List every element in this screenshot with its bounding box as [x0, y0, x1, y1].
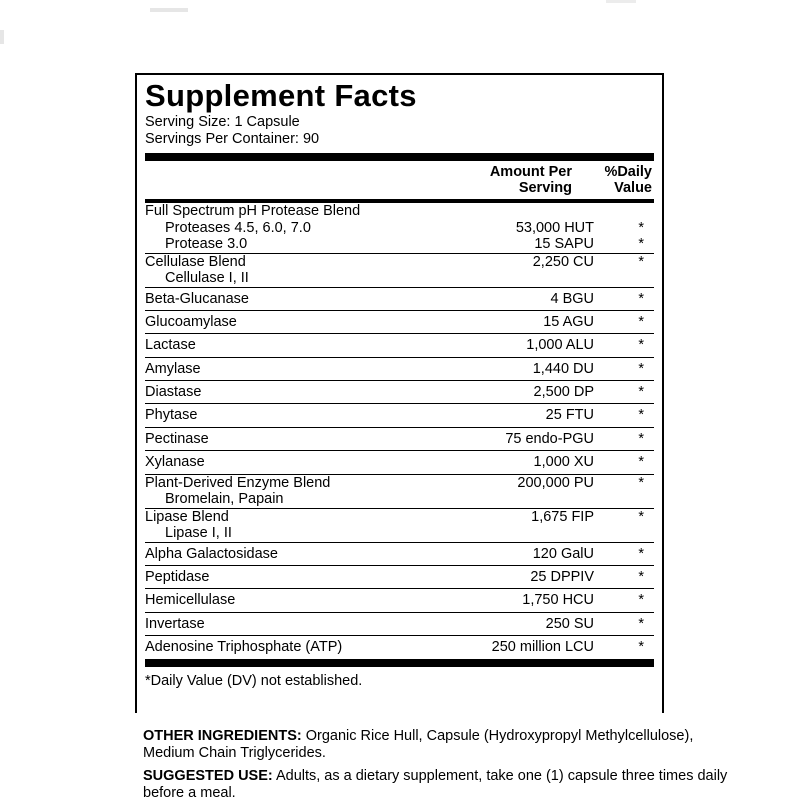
header-line: %Daily: [604, 164, 652, 180]
header-line: Amount Per: [489, 164, 572, 180]
ingredient-amount: 25 FTU: [545, 407, 594, 424]
panel-title: Supplement Facts: [145, 78, 417, 113]
ingredient-amount-cell: [444, 288, 594, 310]
daily-value: [594, 525, 644, 542]
ingredient-row: [145, 311, 654, 334]
daily-value: [594, 270, 644, 287]
suggested-use-text: Adults, as a dietary supplement, take one (1) capsule three times daily before a meal.: [143, 768, 728, 801]
daily-value-cell: [594, 566, 654, 588]
daily-value: *: [638, 454, 644, 471]
daily-value-cell: [594, 636, 654, 658]
ingredient-name: Invertase: [145, 615, 205, 632]
daily-value-cell: [594, 543, 654, 565]
daily-value-header: [572, 164, 654, 196]
daily-value: *: [638, 474, 644, 491]
ingredient-amount-cell: [444, 566, 594, 588]
ingredient-row: [145, 334, 654, 357]
ingredient-name-cell: [145, 334, 444, 356]
ingredient-row: [145, 203, 654, 254]
ingredient-name: Beta-Glucanase: [145, 290, 249, 307]
ingredient-name: Lipase I, II: [165, 525, 232, 542]
daily-value-cell: [594, 613, 654, 635]
ingredient-amount-cell: [444, 254, 594, 287]
ingredient-amount: 1,750 HCU: [522, 592, 594, 609]
daily-value: *: [638, 290, 644, 307]
ingredient-name-cell: [145, 589, 444, 611]
faint-mark: [606, 0, 636, 3]
ingredient-name-cell: [145, 288, 444, 310]
ingredient-row: [145, 509, 654, 543]
daily-value: *: [638, 592, 644, 609]
ingredient-row: [145, 358, 654, 381]
ingredient-name-cell: [145, 404, 444, 426]
ingredient-row: [145, 475, 654, 509]
daily-value: *: [638, 639, 644, 656]
ingredient-amount-cell: [444, 311, 594, 333]
daily-value-cell: [594, 589, 654, 611]
ingredient-amount: 15 AGU: [543, 313, 594, 330]
daily-value: *: [638, 360, 644, 377]
ingredient-amount-cell: [444, 404, 594, 426]
ingredient-row: [145, 589, 654, 612]
ingredient-amount: [444, 491, 594, 508]
ingredient-amount-cell: [444, 381, 594, 403]
faint-mark: [0, 30, 4, 44]
suggested-use-label: SUGGESTED USE:: [143, 768, 273, 784]
ingredient-amount-cell: [444, 334, 594, 356]
daily-value: *: [638, 313, 644, 330]
daily-value-cell: [594, 288, 654, 310]
ingredient-name-cell: [145, 428, 444, 450]
ingredient-amount: 2,500 DP: [533, 384, 594, 401]
daily-value: *: [638, 337, 644, 354]
daily-value: *: [638, 615, 644, 632]
daily-value-cell: [594, 254, 654, 287]
daily-value: *: [638, 253, 644, 270]
faint-mark: [150, 8, 188, 12]
ingredient-name: Alpha Galactosidase: [145, 545, 278, 562]
ingredient-name: Full Spectrum pH Protease Blend: [145, 203, 361, 219]
ingredient-name-cell: [145, 636, 444, 658]
divider-thick: [145, 659, 654, 667]
ingredient-amount: 4 BGU: [550, 290, 594, 307]
divider-thick: [145, 153, 654, 161]
suggested-use: [143, 768, 730, 802]
serving-size: Serving Size: 1 Capsule: [145, 114, 300, 130]
ingredient-amount: 2,250 CU: [532, 253, 594, 270]
ingredient-name: Lipase Blend: [145, 508, 229, 525]
ingredient-name: Cellulase Blend: [145, 253, 246, 270]
ingredient-amount: 75 endo-PGU: [505, 430, 594, 447]
ingredient-name-cell: [145, 358, 444, 380]
daily-value: *: [638, 545, 644, 562]
daily-value-cell: [594, 475, 654, 508]
ingredient-name-cell: [145, 254, 444, 287]
ingredient-amount: 1,675 FIP: [531, 508, 594, 525]
ingredient-amount: 25 DPPIV: [530, 569, 594, 586]
servings-per-container: Servings Per Container: 90: [145, 131, 320, 147]
ingredient-amount-cell: [444, 428, 594, 450]
ingredient-row: [145, 566, 654, 589]
ingredient-amount: 15 SAPU: [534, 236, 594, 252]
ingredient-amount: 1,000 XU: [533, 454, 594, 471]
ingredient-name: Xylanase: [145, 454, 205, 471]
ingredient-name-cell: [145, 311, 444, 333]
ingredient-name: Amylase: [145, 360, 201, 377]
daily-value: *: [638, 384, 644, 401]
ingredient-row: [145, 428, 654, 451]
ingredient-amount: 1,440 DU: [532, 360, 594, 377]
ingredient-amount: [444, 525, 594, 542]
ingredient-name: Protease 3.0: [165, 236, 248, 252]
ingredient-row: [145, 381, 654, 404]
daily-value-cell: [594, 203, 654, 253]
ingredient-row: [145, 254, 654, 288]
daily-value: *: [638, 407, 644, 424]
daily-value-cell: [594, 509, 654, 542]
ingredient-amount-cell: [444, 475, 594, 508]
ingredient-name-cell: [145, 613, 444, 635]
ingredient-amount-cell: [444, 636, 594, 658]
ingredient-name: Diastase: [145, 384, 202, 401]
header-line: Value: [614, 180, 652, 196]
ingredient-row: [145, 613, 654, 636]
daily-value: *: [638, 508, 644, 525]
ingredient-amount: 1,000 ALU: [526, 337, 594, 354]
other-ingredients-label: OTHER INGREDIENTS:: [143, 728, 302, 744]
ingredient-amount-cell: [444, 543, 594, 565]
ingredient-amount: 120 GalU: [532, 545, 594, 562]
other-ingredients: [143, 728, 730, 762]
ingredient-amount: 200,000 PU: [517, 474, 594, 491]
ingredient-name-cell: [145, 566, 444, 588]
ingredient-amount-cell: [444, 358, 594, 380]
daily-value-cell: [594, 404, 654, 426]
daily-value: [594, 203, 644, 220]
daily-value-cell: [594, 428, 654, 450]
ingredient-amount-cell: [444, 451, 594, 473]
daily-value-cell: [594, 358, 654, 380]
ingredient-amount-cell: [444, 203, 594, 253]
ingredient-amount: [444, 270, 594, 287]
ingredient-name: Pectinase: [145, 430, 209, 447]
daily-value-cell: [594, 334, 654, 356]
ingredient-name-cell: [145, 381, 444, 403]
ingredient-name: Proteases 4.5, 6.0, 7.0: [165, 219, 311, 236]
ingredient-name: Peptidase: [145, 569, 210, 586]
header-line: Serving: [518, 180, 572, 196]
daily-value-cell: [594, 311, 654, 333]
daily-value: [594, 491, 644, 508]
ingredient-name: Bromelain, Papain: [165, 491, 284, 508]
ingredient-name: Glucoamylase: [145, 313, 237, 330]
ingredient-name: Lactase: [145, 337, 196, 354]
daily-value-cell: [594, 381, 654, 403]
ingredient-row: [145, 636, 654, 658]
ingredient-name-cell: [145, 543, 444, 565]
ingredient-amount-cell: [444, 589, 594, 611]
ingredient-amount: 250 SU: [545, 615, 594, 632]
amount-per-serving-header: [442, 164, 572, 196]
other-ingredients-text: Organic Rice Hull, Capsule (Hydroxypropyl Methylcellulose), Medium Chain Triglycerides.: [143, 728, 694, 761]
daily-value: *: [638, 569, 644, 586]
daily-value: *: [638, 219, 644, 236]
ingredient-amount: 250 million LCU: [491, 639, 594, 656]
ingredient-amount-cell: [444, 509, 594, 542]
ingredient-row: [145, 543, 654, 566]
ingredient-name: Adenosine Triphosphate (ATP): [145, 639, 343, 656]
ingredient-amount: 53,000 HUT: [515, 219, 594, 236]
ingredient-name: Cellulase I, II: [165, 270, 249, 286]
ingredient-row: [145, 451, 654, 474]
ingredient-name-cell: [145, 509, 444, 542]
ingredient-row: [145, 404, 654, 427]
daily-value-cell: [594, 451, 654, 473]
ingredient-name-cell: [145, 451, 444, 473]
ingredient-name-cell: [145, 475, 444, 508]
daily-value-footnote: *Daily Value (DV) not established.: [145, 672, 363, 689]
ingredient-row: [145, 288, 654, 311]
ingredient-name: Plant-Derived Enzyme Blend: [145, 474, 331, 491]
daily-value: *: [638, 236, 644, 252]
supplement-facts-panel: [135, 73, 664, 713]
ingredient-amount: [444, 203, 594, 220]
ingredient-name: Phytase: [145, 407, 198, 424]
ingredient-table: [145, 203, 654, 659]
daily-value: *: [638, 430, 644, 447]
ingredient-name: Hemicellulase: [145, 592, 236, 609]
ingredient-name-cell: [145, 203, 444, 253]
ingredient-amount-cell: [444, 613, 594, 635]
column-header-row: [145, 161, 654, 203]
